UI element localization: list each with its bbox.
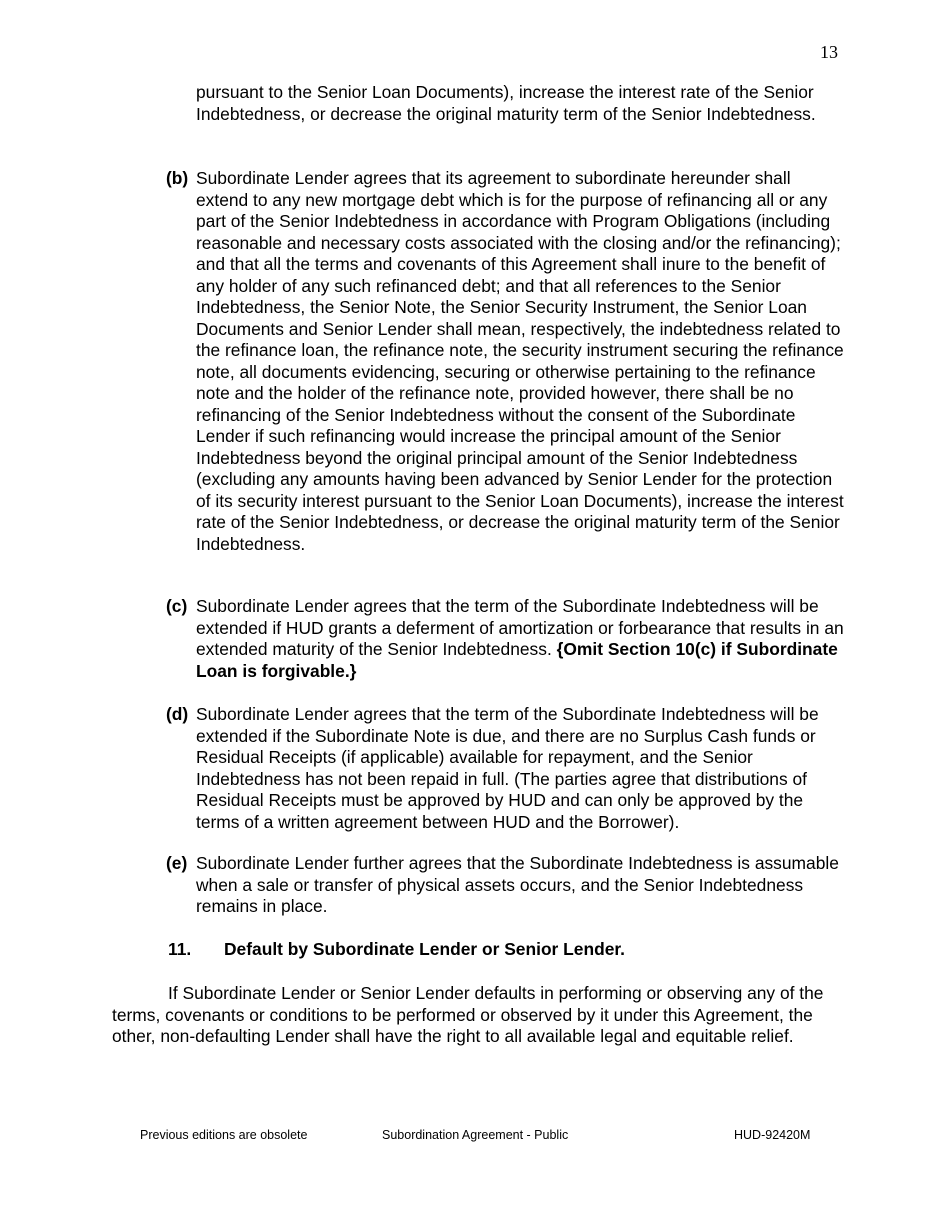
omit-note: {Omit Section 10(c) if Subordinate Loan is forgivable.} <box>196 639 838 681</box>
footer-center: Subordination Agreement - Public <box>382 1128 569 1142</box>
section-title: Default by Subordinate Lender or Senior Lender. <box>224 939 626 959</box>
section-number: 11. <box>168 939 192 959</box>
section-11-heading <box>168 939 625 961</box>
continuation-paragraph: pursuant to the Senior Loan Documents), increase the interest rate of the Senior Indebtedness, or decrease the original maturity term of the Senior Indebtedness. <box>196 82 816 124</box>
list-item-c <box>166 596 846 682</box>
item-text-container <box>196 596 846 682</box>
list-item-d <box>166 704 846 833</box>
list-item-b <box>166 168 846 555</box>
item-text: Subordinate Lender agrees that the term of the Subordinate Indebtedness will be extended if the Subordinate Note is due, and there are no Surplus Cash funds or Residual Receipts (if applicable) available for repayment, and the Senior Indebtedness has not been repaid in full. (The parties agree that distributions of Residual Receipts must be approved by HUD and can only be approved by the terms of a written agreement between HUD and the Borrower). <box>196 704 819 832</box>
item-label: (c) <box>166 596 188 616</box>
list-item-e <box>166 853 846 918</box>
item-label: (d) <box>166 704 189 724</box>
item-label: (b) <box>166 168 189 188</box>
footer-left: Previous editions are obsolete <box>140 1128 308 1142</box>
item-text: Subordinate Lender agrees that the term of the Subordinate Indebtedness will be extended if HUD grants a deferment of amortization or forbearance that results in an extended maturity of the Senior Indebtedness. <box>196 596 844 659</box>
item-text: Subordinate Lender further agrees that the Subordinate Indebtedness is assumable when a sale or transfer of physical assets occurs, and the Senior Indebtedness remains in place. <box>196 853 839 916</box>
page-number: 13 <box>820 42 838 62</box>
item-label: (e) <box>166 853 188 873</box>
section-11-paragraph: If Subordinate Lender or Senior Lender defaults in performing or observing any of the terms, covenants or conditions to be performed or observed by it under this Agreement, the other, non-defaulting Lender shall have the right to all available legal and equitable relief. <box>112 983 824 1046</box>
footer-right: HUD-92420M <box>734 1128 811 1142</box>
item-text: Subordinate Lender agrees that its agreement to subordinate hereunder shall extend to any new mortgage debt which is for the purpose of refinancing all or any part of the Senior Indebtedness in accordance with Program Obligations (including reasonable and necessary costs associated with the closing and/or the refinancing); and that all the terms and covenants of this Agreement shall inure to the benefit of any holder of any such refinanced debt; and that all references to the Senior Indebtedness, the Senior Note, the Senior Security Instrument, the Senior Loan Documents and Senior Lender shall mean, respectively, the indebtedness related to the refinance loan, the refinance note, the security instrument securing the refinance note, all documents evidencing, securing or otherwise pertaining to the refinance note and the holder of the refinance note, provided however, there shall be no refinancing of the Senior Indebtedness without the consent of the Subordinate Lender if such refinancing would increase the principal amount of the Senior Indebtedness beyond the original principal amount of the Senior Indebtedness (excluding any amounts having been advanced by Senior Lender for the protection of its security interest pursuant to the Senior Loan Documents), increase the interest rate of the Senior Indebtedness, or decrease the original maturity term of the Senior Indebtedness. <box>196 168 844 554</box>
